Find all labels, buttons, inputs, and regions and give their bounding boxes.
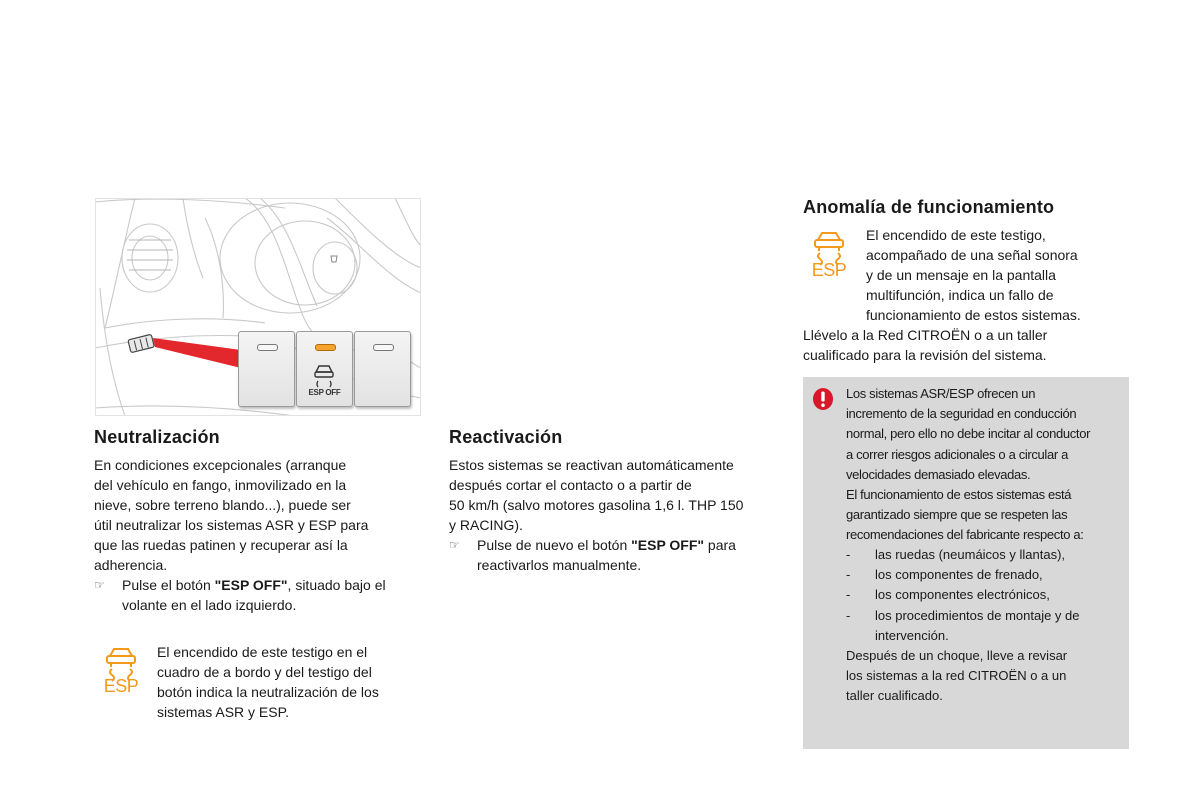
text-line: velocidades demasiado elevadas. <box>846 466 1031 482</box>
dash-bullet: - <box>846 587 851 603</box>
text-line: cuadro de a bordo y del testigo del <box>157 664 372 680</box>
text-line: Estos sistemas se reactivan automáticamente <box>449 457 734 473</box>
notice-intro <box>846 384 1126 546</box>
text-line: El encendido de este testigo, <box>866 227 1046 243</box>
neutralizacion-steps <box>94 575 434 615</box>
dash-bullet: - <box>846 547 851 562</box>
step-text: Pulse el botón <box>122 577 215 593</box>
switch-led-left <box>257 344 278 351</box>
list-item-text: los componentes electrónicos, <box>875 587 1050 603</box>
dash-bullet: - <box>846 607 851 623</box>
text-line: Los sistemas ASR/ESP ofrecen un <box>846 386 1036 401</box>
reactivacion-steps <box>449 535 794 575</box>
anomalia-heading: Anomalía de funcionamiento <box>803 197 1055 217</box>
text-line: acompañado de una señal sonora <box>866 247 1078 263</box>
esp-off-switch-label: ESP OFF <box>308 388 341 397</box>
reactivacion-paragraph <box>449 455 794 535</box>
esp-off-switch-button <box>296 331 353 407</box>
dash-bullet: - <box>846 567 851 583</box>
text-line: útil neutralizar los sistemas ASR y ESP para <box>94 517 369 533</box>
text-line: y RACING). <box>449 517 523 533</box>
text-line: taller cualificado. <box>846 688 943 704</box>
neutralizacion-paragraph <box>94 455 434 575</box>
switch-button-right <box>354 331 411 407</box>
text-line: sistemas ASR y ESP. <box>157 704 290 720</box>
text-line: nieve, sobre terreno blando...), puede ser <box>94 497 351 513</box>
list-item <box>846 565 1126 585</box>
neutralizacion-step <box>94 575 434 615</box>
neutralizacion-heading: Neutralización <box>94 427 220 447</box>
esp-warning-icon <box>809 230 849 283</box>
text-line: adherencia. <box>94 557 168 573</box>
text-line: que las ruedas patinen y recuperar así la <box>94 537 348 553</box>
anomalia-indicator-text <box>866 225 1136 325</box>
step-text: Pulse de nuevo el botón <box>477 537 632 553</box>
notice-list <box>846 545 1126 646</box>
list-item <box>846 545 1126 565</box>
esp-warning-icon <box>101 646 141 699</box>
switch-led-right <box>373 344 394 351</box>
text-line: cualificado para la revisión del sistema. <box>803 347 1047 363</box>
text-line: botón indica la neutralización de los <box>157 684 379 700</box>
reactivacion-heading: Reactivación <box>449 427 563 447</box>
esp-icon-text: ESP <box>103 676 139 696</box>
list-item-text: los procedimientos de montaje y de <box>875 607 1080 623</box>
esp-off-symbol-icon <box>309 362 339 390</box>
text-line: garantizado siempre que se respeten las <box>846 507 1068 523</box>
text-line: después cortar el contacto o a partir de <box>449 477 692 493</box>
step-text: para <box>704 537 736 553</box>
text-line: 50 km/h (salvo motores gasolina 1,6 l. THP 150 <box>449 497 744 513</box>
safety-notice-box <box>803 377 1129 749</box>
esp-off-led <box>315 344 336 351</box>
text-line: normal, pero ello no debe incitar al conductor <box>846 426 1091 442</box>
list-item-text: las ruedas (neumáicos y llantas), <box>875 547 1066 562</box>
step-text: reactivarlos manualmente. <box>477 557 642 573</box>
text-line: El encendido de este testigo en el <box>157 644 368 660</box>
reactivacion-step <box>449 535 794 575</box>
text-line: del vehículo en fango, inmovilizado en la <box>94 477 347 493</box>
list-item <box>846 606 1126 646</box>
text-line: El funcionamiento de estos sistemas está <box>846 487 1072 503</box>
esp-off-label: "ESP OFF" <box>631 537 705 553</box>
anomalia-after-text <box>803 325 1133 365</box>
esp-off-label: "ESP OFF" <box>214 577 288 593</box>
text-line: Después de un choque, lleve a revisar <box>846 648 1068 663</box>
step-text: , situado bajo el <box>287 577 386 593</box>
esp-icon-text: ESP <box>811 260 847 280</box>
switch-button-left <box>238 331 295 407</box>
text-line: a correr riesgos adicionales o a circular a <box>846 446 1068 462</box>
pointing-hand-icon: ☞ <box>94 578 105 592</box>
text-line: multifunción, indica un fallo de <box>866 287 1054 303</box>
text-line: funcionamiento de estos sistemas. <box>866 307 1081 323</box>
notice-closing <box>846 646 1126 707</box>
list-item <box>846 585 1126 605</box>
step-text: volante en el lado izquierdo. <box>122 597 297 613</box>
exclamation-icon <box>813 388 833 410</box>
text-line: recomendaciones del fabricante respecto a: <box>846 527 1084 543</box>
text-line: En condiciones excepcionales (arranque <box>94 457 347 473</box>
text-line: incremento de la seguridad en conducción <box>846 406 1077 422</box>
text-line: los sistemas a la red CITROËN o a un <box>846 668 1067 684</box>
pointing-hand-icon: ☞ <box>449 538 460 552</box>
list-item-text: intervención. <box>875 627 949 643</box>
list-item-text: los componentes de frenado, <box>875 567 1043 583</box>
text-line: y de un mensaje en la pantalla <box>866 267 1056 283</box>
text-line: Llévelo a la Red CITROËN o a un taller <box>803 327 1048 343</box>
neutralizacion-indicator-text <box>157 642 427 722</box>
dashboard-illustration <box>95 198 421 416</box>
